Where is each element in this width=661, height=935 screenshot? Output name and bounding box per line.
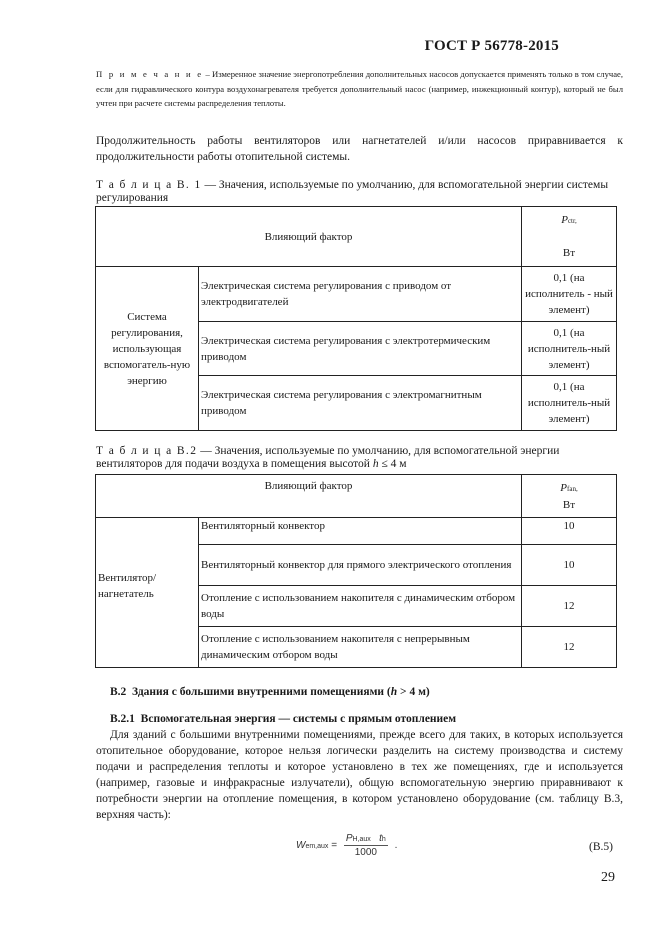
table1-row-desc: Электрическая система регулирования с электротермическим приводом [199, 322, 522, 376]
formula-lhs: W [296, 840, 306, 852]
table1-row-desc: Электрическая система регулирования с приводом от электродвигателей [199, 267, 522, 322]
table1-caption-text: — Значения, используемые по умолчанию, для вспомогательной энергии системы регулирования [96, 179, 609, 204]
formula-lhs-sub: em,aux [305, 843, 329, 851]
paragraph-large-rooms: Для зданий с большими внутренними помещениями, прежде всего для таких, в которых используется отопительное оборудование, которое нельзя логически разделить на систему производства и систему подачи и распределения теплоты и которое установлено в тех же помещениях, где и используется (например, газовые и инфракрасные излучатели), общую вспомогательную энергию приравнивают к потребности энергии на отопление помещения, в котором установлено оборудование (см. таблицу В.3, верхняя часть): [96, 729, 623, 821]
section-b2-number: В.2 [110, 686, 127, 698]
formula-denominator: 1000 [354, 847, 377, 858]
formula-b5 [296, 833, 397, 858]
table2-caption-text: — Значения, используемые по умолчанию, для вспомогательной энергии вентиляторов для подачи воздуха в помещения высотой [96, 445, 560, 470]
table1-row-value: 0,1 (на исполнитель - ный элемент) [522, 267, 617, 322]
table-row [96, 518, 617, 545]
table1-caption [96, 179, 623, 205]
section-b2-tail: > 4 м) [397, 686, 430, 698]
formula-num-p: P [345, 833, 353, 844]
table1-row-value: 0,1 (на исполнитель-ный элемент) [522, 376, 617, 431]
table1-head-unit: Вт [562, 247, 576, 259]
table2-caption-label: Т а б л и ц а В.2 [96, 445, 198, 457]
table1-group-cell: Система регулирования, использующая вспомогатель-ную энергию [96, 267, 199, 431]
formula-tail: . [394, 840, 398, 852]
table2-head-unit-cell [522, 475, 617, 518]
table-row [96, 267, 617, 322]
section-b2-h: h [390, 686, 398, 698]
table2-head-symbol-sub: fan, [567, 484, 578, 493]
table2-row-desc: Отопление с использованием накопителя с непрерывным динамическим отбором воды [199, 627, 522, 668]
table1-head-factor: Влияющий фактор [96, 207, 522, 267]
table1-row-value: 0,1 (на исполнитель-ный элемент) [522, 322, 617, 376]
formula-fraction [344, 833, 388, 858]
section-b2-heading [110, 686, 430, 698]
table2 [95, 474, 617, 668]
table2-header-row [96, 475, 617, 518]
section-b21-title: Вспомогательная энергия — системы с прямым отоплением [140, 713, 457, 725]
table2-head-factor: Влияющий фактор [96, 475, 522, 518]
table2-head-unit: Вт [562, 498, 576, 511]
equation-number: (В.5) [589, 841, 613, 853]
paragraph-duration: Продолжительность работы вентиляторов или нагнетателей и/или насосов приравнивается к продолжительности работы отопительной системы. [96, 135, 623, 163]
table2-row-value: 10 [522, 545, 617, 586]
table2-caption [96, 445, 623, 471]
formula-num-t: t [379, 833, 382, 844]
table2-row-desc: Вентиляторный конвектор для прямого электрического отопления [199, 545, 522, 586]
formula-eq: = [331, 840, 338, 852]
section-b21-heading [110, 713, 456, 725]
note-label: П р и м е ч а н и е [96, 69, 204, 79]
note-paragraph [96, 67, 623, 111]
table2-row-desc: Отопление с использованием накопителя с динамическим отбором воды [199, 586, 522, 627]
table1-head-symbol-sub: ctr, [567, 217, 577, 225]
table2-row-value: 12 [522, 627, 617, 668]
table1-row-desc: Электрическая система регулирования с электромагнитным приводом [199, 376, 522, 431]
table1-head-symbol: P [561, 214, 568, 226]
section-b21-number: В.2.1 [110, 713, 135, 725]
formula-numerator [344, 833, 388, 846]
table1 [95, 206, 617, 431]
table2-row-desc: Вентиляторный конвектор [199, 518, 522, 545]
table2-caption-tail: ≤ 4 м [378, 458, 407, 470]
table2-row-value: 10 [522, 518, 617, 545]
table2-caption-h: h [372, 458, 379, 470]
formula-num-t-sub: h [381, 836, 386, 843]
table2-group-cell: Вентилятор/ нагнетатель [96, 518, 199, 668]
formula-num-p-sub: H,aux [352, 836, 371, 843]
document-header: ГОСТ Р 56778-2015 [424, 38, 559, 54]
table2-row-value: 12 [522, 586, 617, 627]
page-number: 29 [601, 870, 615, 885]
note-text: – Измеренное значение энергопотребления дополнительных насосов допускается применять только в том случае, если для гидравлического контура воздухонагревателя требуется дополнительный насос (например, инжекционный контур), который не был учтен при расчете системы распределения теплоты. [96, 69, 623, 108]
table1-head-unit-cell [522, 207, 617, 267]
table2-head-symbol: P [560, 481, 568, 494]
table1-caption-label: Т а б л и ц а В. 1 [96, 179, 202, 191]
section-b2-title: Здания с большими внутренними помещениями ( [132, 686, 391, 698]
table1-header-row [96, 207, 617, 267]
